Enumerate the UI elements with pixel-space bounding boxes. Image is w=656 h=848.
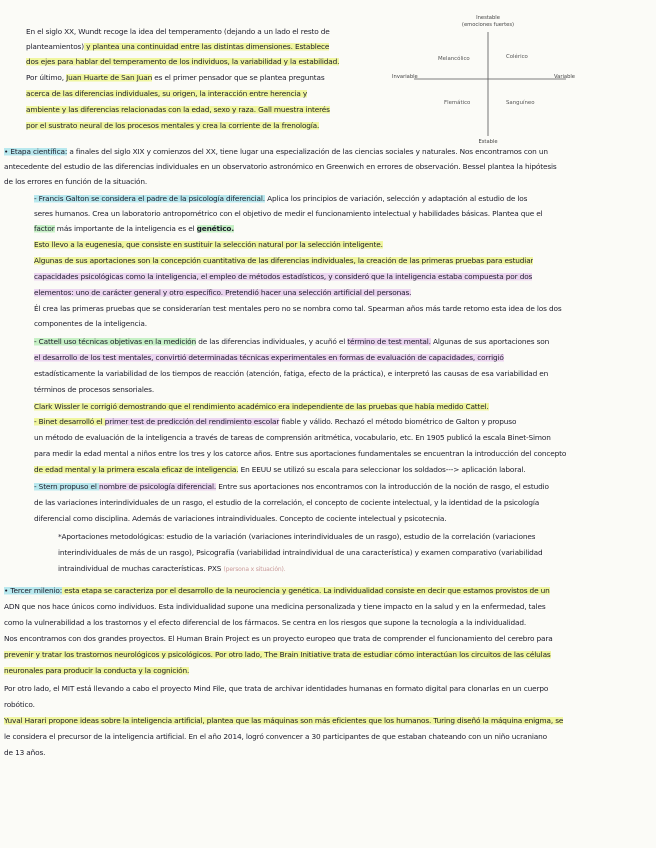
highlight: nombre de psicología diferencial.	[98, 482, 217, 491]
highlight: primer test de predicción del rendimiento escolar	[104, 417, 280, 426]
cattell-line-4	[34, 383, 154, 396]
tercer-milenio-line-4	[4, 632, 553, 645]
text: de las diferencias individuales, y acuñó el	[196, 337, 348, 346]
binet-line-1	[34, 415, 516, 428]
text: intraindividual de muchas características. PXS	[58, 564, 224, 573]
quadrant-colerico: Colérico	[506, 54, 528, 60]
galton-line-2	[34, 207, 543, 220]
highlight: factor	[34, 224, 55, 233]
cattell-line-3	[34, 367, 548, 380]
highlight: - Binet desarrolló el	[34, 417, 105, 426]
text: Nos encontramos con dos grandes proyectos. El Human Brain Project es un proyecto europeo que trata de comprender el funcionamiento del cerebro para	[4, 634, 553, 643]
quadrant-melancolico: Melancólico	[438, 56, 470, 62]
highlight: dos ejes para hablar del temperamento de los individuos, la variabilidad y la estabilidad.	[26, 57, 340, 66]
tercer-milenio-line-5	[4, 648, 551, 661]
text: como la vulnerabilidad a los trastornos y el efecto diferencial de los fármacos. Se centra en los riesgos que supone la tecnología a la individualidad.	[4, 618, 527, 627]
diagram-top-sublabel: (emociones fuertes)	[461, 22, 515, 28]
quadrant-sanguineo: Sanguíneo	[506, 100, 535, 106]
intro-line-2	[26, 40, 329, 53]
text: estadísticamente la variabilidad de los tiempos de reacción (atención, fatiga, efecto de la práctica), e interpretó las causas de esa variabilidad en	[34, 369, 549, 378]
text: Algunas de sus aportaciones son	[430, 337, 550, 346]
text: Por último,	[26, 73, 67, 82]
text: En EEUU se utilizó su escala para seleccionar los soldados---> aplicación laboral.	[238, 465, 526, 474]
galton-line-5	[34, 254, 533, 267]
highlight: neuronales para producir la conducta y la cognición.	[4, 666, 190, 675]
highlight: Yuval Harari propone ideas sobre la inteligencia artificial, plantea que las máquinas son más eficientes que los humanos. Turing diseñó la máquina enigma, se	[4, 716, 564, 725]
text: más importante de la inteligencia es el	[54, 224, 197, 233]
text: fiable y válido. Rechazó el método biométrico de Galton y propuso	[279, 417, 517, 426]
highlight: Clark Wissler le corrigió demostrando que el rendimiento académico era independiente de las pruebas que había medido Cattel.	[34, 402, 489, 411]
section-heading: • Tercer milenio:	[4, 586, 63, 595]
stern-line-6	[58, 562, 285, 576]
highlight: ambiente y las diferencias relacionadas con la edad, sexo y raza. Gall muestra interés	[26, 105, 330, 114]
highlight: genético.	[196, 224, 234, 233]
cattell-line-2	[34, 351, 504, 364]
temperament-diagram	[392, 12, 590, 152]
galton-line-8	[34, 302, 562, 315]
highlight: Algunas de sus aportaciones son la concepción cuantitativa de las diferencias individuales, la creación de las primeras pruebas para estudiar	[34, 256, 534, 265]
highlight: Esto llevo a la eugenesia, que consiste en sustituir la selección natural por la selección inteligente.	[34, 240, 383, 249]
diagram-right-label: Variable	[554, 74, 576, 80]
text: ADN que nos hace únicos como individuos. Esta individualidad supone una medicina personalizada y tiene impacto en la salud y en la enfermedad, tales	[4, 602, 546, 611]
quadrant-flematico: Flemático	[444, 100, 471, 106]
highlight: acerca de las diferencias individuales, su origen, la interacción entre herencia y	[26, 89, 308, 98]
text: En el siglo XX, Wundt recoge la idea del temperamento (dejando a un lado el resto de	[26, 27, 330, 36]
binet-line-4	[34, 463, 526, 476]
galton-line-4	[34, 238, 383, 251]
text: Entre sus aportaciones nos encontramos con la introducción de la noción de rasgo, el estudio	[216, 482, 549, 491]
cattell-line-5	[34, 400, 489, 413]
text: le considera el precursor de la inteligencia artificial. En el año 2014, logró convencer a 30 participantes de que estaban chateando con un niño ucraniano	[4, 732, 547, 741]
highlight: por el sustrato neural de los procesos mentales y crea la corriente de la frenología.	[26, 121, 320, 130]
galton-line-3	[34, 222, 234, 235]
text: de los errores en función de la situación.	[4, 177, 148, 186]
galton-line-6	[34, 270, 532, 283]
intro-line-3	[26, 55, 339, 68]
text: es el primer pensador que se plantea preguntas	[152, 73, 325, 82]
text: Por otro lado, el MIT está llevando a cabo el proyecto Mind File, que trata de archivar identidades humanas en formato digital para clonarlas en un cuerpo	[4, 684, 549, 693]
text: componentes de la inteligencia.	[34, 319, 147, 328]
section-heading: • Etapa científica:	[4, 147, 68, 156]
intro-line-1	[26, 25, 330, 38]
text: Aplica los principios de variación, selección y adaptación al estudio de los	[264, 194, 528, 203]
text: *Aportaciones metodológicas: estudio de la variación (variaciones interindividuales de un rasgo), estudio de la correlación (variaciones	[58, 532, 536, 541]
tercer-milenio-line-8	[4, 698, 35, 711]
diagram-left-label: Invariable	[392, 74, 418, 80]
tercer-milenio-line-10	[4, 730, 547, 743]
intro-line-4	[26, 71, 325, 84]
highlight: de edad mental y la primera escala eficaz de inteligencia.	[34, 465, 239, 474]
galton-line-9	[34, 317, 147, 330]
text: a finales del siglo XIX y comienzos del XX, tiene lugar una especialización de las ciencias sociales y naturales. Nos encontramos con un	[67, 147, 548, 156]
tercer-milenio-line-9	[4, 714, 563, 727]
binet-line-2	[34, 431, 551, 444]
diagram-axes	[392, 12, 590, 152]
tercer-milenio-line-6	[4, 664, 189, 677]
highlight: - Francis Galton se considera el padre de la psicología diferencial.	[34, 194, 265, 203]
highlight: Juan Huarte de San Juan	[66, 73, 153, 82]
stern-line-5	[58, 546, 542, 559]
text: Él crea las primeras pruebas que se considerarían test mentales pero no se nombra como tal. Spearman años más tarde retomo esta idea de los dos	[34, 304, 562, 313]
tercer-milenio-line-3	[4, 616, 526, 629]
cattell-line-1	[34, 335, 549, 348]
handwritten-note: (persona x situación).	[223, 566, 286, 573]
tercer-milenio-line-2	[4, 600, 546, 613]
text: planteamientos)	[26, 42, 84, 51]
highlight: esta etapa se caracteriza por el desarrollo de la neurociencia y genética. La individualidad consiste en decir que estamos provistos de un	[62, 586, 550, 595]
etapa-cientifica-line-3	[4, 175, 147, 188]
etapa-cientifica-line-2	[4, 160, 557, 173]
binet-line-3	[34, 447, 566, 460]
highlight: elementos: uno de carácter general y otro específico. Pretendió hacer una selección artificial del personas.	[34, 288, 412, 297]
etapa-cientifica-line-1	[4, 145, 548, 158]
galton-line-7	[34, 286, 411, 299]
text: de las variaciones interindividuales de un rasgo, el estudio de la correlación, el concepto de cociente intelectual, y la identidad de la psicología	[34, 498, 540, 507]
stern-line-1	[34, 480, 549, 493]
highlight: y plantea una continuidad entre las distintas dimensiones. Establece	[83, 42, 330, 51]
text: robótico.	[4, 700, 35, 709]
tercer-milenio-line-7	[4, 682, 548, 695]
tercer-milenio-line-1	[4, 584, 550, 597]
text: diferencial como disciplina. Además de variaciones intraindividuales. Concepto de cociente intelectual y psicotecnia.	[34, 514, 447, 523]
highlight: prevenir y tratar los trastornos neurológicos y psicológicos. Por otro lado, The Brain Initiative trata de estudiar cómo interactúan los circuitos de las células	[4, 650, 551, 659]
stern-line-3	[34, 512, 446, 525]
intro-line-7	[26, 119, 319, 132]
diagram-top-label: Inestable	[476, 15, 500, 21]
tercer-milenio-line-11	[4, 746, 45, 759]
highlight: - Cattell uso técnicas objetivas en la medición	[34, 337, 197, 346]
text: de 13 años.	[4, 748, 46, 757]
highlight: capacidades psicológicas como la inteligencia, el empleo de métodos estadísticos, y consideró que la inteligencia estaba compuesta por dos	[34, 272, 533, 281]
text: términos de procesos sensoriales.	[34, 385, 154, 394]
intro-line-6	[26, 103, 330, 116]
stern-line-4	[58, 530, 535, 543]
galton-line-1	[34, 192, 527, 205]
diagram-bottom-label: Estable	[478, 139, 498, 145]
text: antecedente del estudio de las diferencias individuales en un observatorio astronómico en Greenwich en errores de observación. Bessel plantea la hipótesis	[4, 162, 557, 171]
highlight: el desarrollo de los test mentales, convirtió determinadas técnicas experimentales en formas de evaluación de capacidades, corrigió	[34, 353, 504, 362]
text: un método de evaluación de la inteligencia a través de tareas de comprensión aritmética, vocabulario, etc. En 1905 publicó la escala Binet-Simon	[34, 433, 551, 442]
text: para medir la edad mental a niños entre los tres y los catorce años. Entre sus aportaciones fundamentales se encuentran la introducción del concepto	[34, 449, 567, 458]
text: interindividuales de más de un rasgo), Psicografía (variabilidad intraindividual de una característica) y examen comparativo (variabilidad	[58, 548, 543, 557]
text: seres humanos. Crea un laboratorio antropométrico con el objetivo de medir el funcionamiento intelectual y habilidades básicas. Plantea que el	[34, 209, 543, 218]
highlight: - Stern propuso el	[34, 482, 99, 491]
highlight: término de test mental.	[347, 337, 431, 346]
intro-line-5	[26, 87, 307, 100]
stern-line-2	[34, 496, 539, 509]
